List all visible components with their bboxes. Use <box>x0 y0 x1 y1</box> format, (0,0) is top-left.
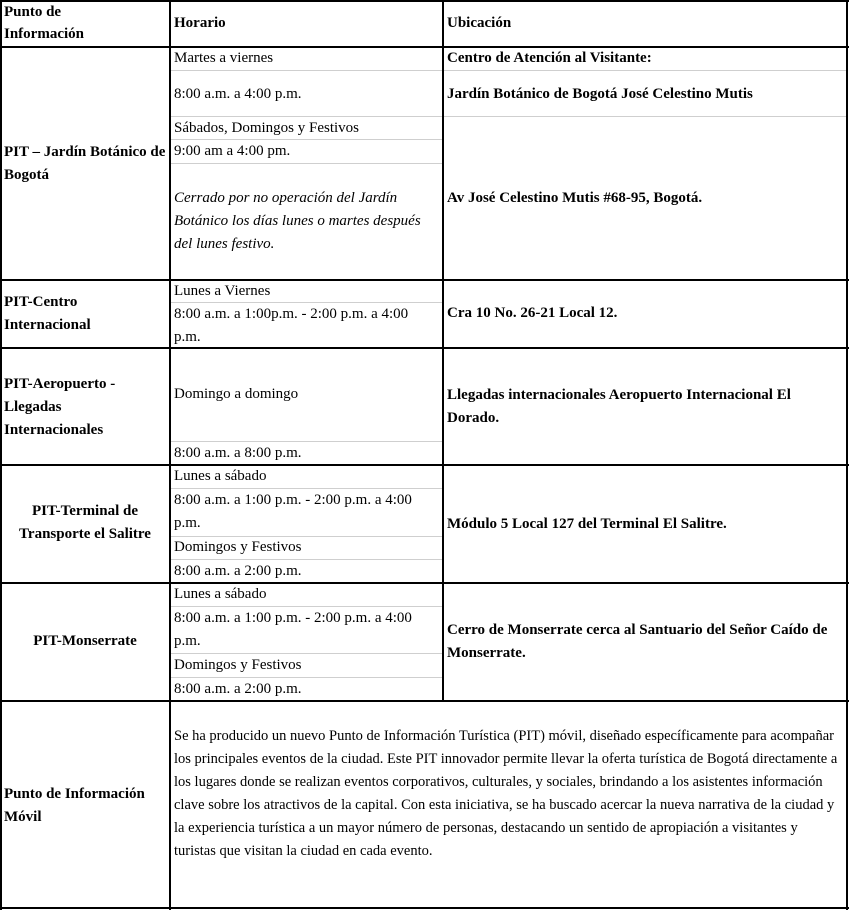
pit-name-aeropuerto: PIT-Aeropuerto - Llegadas Internacionales <box>4 376 116 438</box>
row-divider-4 <box>0 582 849 584</box>
location-line: Centro de Atención al Visitante: <box>447 50 652 66</box>
schedule-line: 8:00 a.m. a 1:00 p.m. - 2:00 p.m. a 4:00 p.m. <box>174 610 412 649</box>
col-divider-2 <box>442 0 444 702</box>
sep <box>444 70 846 71</box>
pit-name-terminal: PIT-Terminal de Transporte el Salitre <box>19 503 151 542</box>
border-right <box>846 0 848 910</box>
schedule-note: Cerrado por no operación del Jardín Botánico los días lunes o martes después del lunes festivo. <box>174 190 421 252</box>
schedule-line: 8:00 a.m. a 1:00p.m. - 2:00 p.m. a 4:00 p.m. <box>174 306 409 345</box>
col-divider-1 <box>169 0 171 910</box>
schedule-line: 9:00 am a 4:00 pm. <box>174 143 291 159</box>
pit-name-movil: Punto de Información Móvil <box>4 786 145 825</box>
schedule-line: 8:00 a.m. a 2:00 p.m. <box>174 681 302 697</box>
schedule-line: Lunes a sábado <box>174 468 267 484</box>
location-line: Cra 10 No. 26-21 Local 12. <box>447 305 618 321</box>
schedule-line: 8:00 a.m. a 2:00 p.m. <box>174 563 302 579</box>
location-line: Av José Celestino Mutis #68-95, Bogotá. <box>447 190 703 206</box>
border-bottom <box>0 907 849 909</box>
border-left <box>0 0 2 910</box>
pit-name-monserrate: PIT-Monserrate <box>33 633 137 649</box>
sep <box>171 163 442 164</box>
location-line: Llegadas internacionales Aeropuerto Internacional El Dorado. <box>447 387 791 426</box>
sep <box>444 116 846 117</box>
pit-name-jardin: PIT – Jardín Botánico de Bogotá <box>4 144 166 183</box>
schedule-line: Domingos y Festivos <box>174 657 302 673</box>
header-col-ubicacion: Ubicación <box>447 15 512 31</box>
movil-description: Se ha producido un nuevo Punto de Información Turística (PIT) móvil, diseñado específicamente para acompañar los principales eventos de la ciudad. Este PIT innovador permite llevar la oferta turística de Bogotá directamente a los lugares donde se realizan eventos corporativos, culturales, y sociales, brindando a los asistentes información clave sobre los atractivos de la capital. Con esta iniciativa, se ha buscado acercar la nueva narrativa de la ciudad y la experiencia turística a un mayor número de personas, destacando un sentido de apropiación a visitantes y turistas que visitan la ciudad en cada evento. <box>174 728 838 859</box>
schedule-line: Lunes a sábado <box>174 586 267 602</box>
schedule-line: 8:00 a.m. a 4:00 p.m. <box>174 86 302 102</box>
location-line: Cerro de Monserrate cerca al Santuario del Señor Caído de Monserrate. <box>447 622 828 661</box>
schedule-line: Domingo a domingo <box>174 386 299 402</box>
schedule-line: Domingos y Festivos <box>174 539 302 555</box>
schedule-line: Sábados, Domingos y Festivos <box>174 120 360 136</box>
header-col-horario: Horario <box>174 15 226 31</box>
location-line: Jardín Botánico de Bogotá José Celestino Mutis <box>447 86 753 102</box>
schedule-line: 8:00 a.m. a 8:00 p.m. <box>174 445 302 461</box>
row-divider-header <box>0 46 849 48</box>
pit-name-centro: PIT-Centro Internacional <box>4 294 91 333</box>
sep <box>171 70 442 71</box>
row-divider-3 <box>0 464 849 466</box>
row-divider-5 <box>0 700 849 702</box>
schedule-line: Martes a viernes <box>174 50 274 66</box>
row-divider-1 <box>0 279 849 281</box>
header-col-punto: Punto de Información <box>4 4 84 42</box>
schedule-line: Lunes a Viernes <box>174 283 271 299</box>
location-line: Módulo 5 Local 127 del Terminal El Salitre. <box>447 516 727 532</box>
schedule-line: 8:00 a.m. a 1:00 p.m. - 2:00 p.m. a 4:00 p.m. <box>174 492 412 531</box>
